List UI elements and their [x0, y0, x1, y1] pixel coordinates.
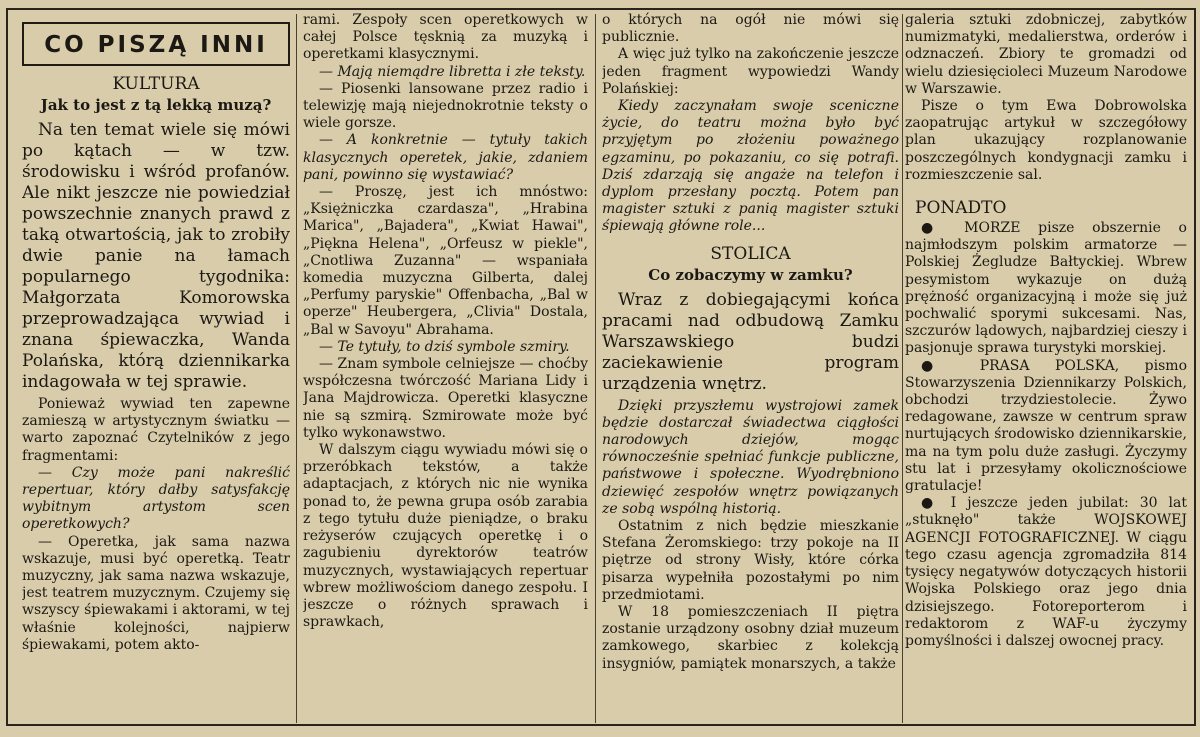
column-2 — [303, 12, 588, 723]
paragraph: Ponieważ wywiad ten zapewne zamieszą w artystycznym światku — warto zapoznać Czytelników z jego fragmentami: — [22, 396, 290, 464]
section-heading: STOLICA — [710, 243, 791, 264]
paragraph: o których na ogół nie mówi się publicznie. — [602, 12, 899, 46]
section-heading: KULTURA — [112, 74, 200, 94]
section-heading: PONADTO — [915, 198, 1007, 219]
paragraph: — Proszę, jest ich mnóstwo: „Księżniczka czardasza", „Hrabina Marica", „Bajadera", „Kwiat Hawai", „Piękna Helena", „Orfeusz w piekle", „Cnotliwa Zuzanna" — wspaniała komedia muzyczna Gilberta, dalej „Perfumy paryskie" Offenbacha, „Bal w operze" Heubergera, „Clivia" Dostala, „Bal w Savoyu" Abrahama. — [303, 184, 588, 338]
interview-question: — Czy może pani nakreślić repertuar, który dałby satysfakcję wybitnym artystom scen operetkowych? — [22, 464, 290, 533]
interview-question: — A konkretnie — tytuły takich klasycznych operetek, jakie, zdaniem pani, powinno się wystawiać? — [303, 132, 588, 183]
paragraph: A więc już tylko na zakończenie jeszcze jeden fragment wypowiedzi Wandy Polańskiej: — [602, 46, 899, 97]
masthead-box — [22, 22, 290, 66]
column-4 — [905, 12, 1187, 723]
paragraph: rami. Zespoły scen operetkowych w całej Polsce tęsknią za muzyką i operetkami klasycznymi. — [303, 12, 588, 63]
news-item: ● I jeszcze jeden jubilat: 30 lat „stuknęło" także WOJSKOWEJ AGENCJI FOTOGRAFICZNEJ. W ciągu tego czasu agencja zgromadziła 814 tysięcy negatywów dotyczących historii Wojska Polskiego oraz jego dnia dzisiejszego. Fotoreporterom i redaktorom z WAF-u życzymy pomyślności i dalszej owocnej pracy. — [905, 495, 1187, 649]
paragraph: W dalszym ciągu wywiadu mówi się o przeróbkach tekstów, a także adaptacjach, z których nic nie wynika ponad to, że pewna grupa osób zarabia z tego tytułu duże pieniądze, o braku reżyserów czujących operetkę i o zagubieniu dyrektorów teatrów muzycznych, wystawiających repertuar wbrew możliwościom danego zespołu. I jeszcze o różnych sprawach i sprawkach, — [303, 442, 588, 631]
paragraph: galeria sztuki zdobniczej, zabytków numizmatyki, medalierstwa, orderów i odznaczeń. Zbiory te gromadzi od wielu dziesięcioleci Muzeum Narodowe w Warszawie. — [905, 12, 1187, 97]
paragraph: Ostatnim z nich będzie mieszkanie Stefana Żeromskiego: trzy pokoje na II piętrze od strony Wisły, które córka pisarza wypełniła pozostałymi po nim przedmiotami. — [602, 518, 899, 603]
paragraph: — Znam symbole celniejsze — choćby współczesna twórczość Mariana Lidy i Jana Majdrowicza. Operetki klasyczne nie są szmirą. Szmirowate może być tylko wykonawstwo. — [303, 356, 588, 441]
quotation: Kiedy zaczynałam swoje sceniczne życie, do teatru można było być przyjętym po złożeniu poważnego egzaminu, po pokazaniu, co się potrafi. Dziś zdarzają się angaże na telefon i dyplom przesłany pocztą. Potem pan magister sztuki z panią magister sztuki śpiewają główne role... — [602, 98, 899, 235]
column-rule — [902, 14, 903, 723]
news-item: ● MORZE pisze obszernie o najmłodszym polskim armatorze — Polskiej Żegludze Bałtyckiej. Wbrew pesymistom wykazuje on dużą prężność organizacyjną i może się już pochwalić sporymi sukcesami. Nas, szczurów lądowych, najbardziej cieszy i pasjonuje sprawa turystyki morskiej. — [905, 220, 1187, 357]
article-headline: Jak to jest z tą lekką muzą? — [40, 96, 272, 114]
column-1 — [22, 12, 290, 723]
paragraph: Pisze o tym Ewa Dobrowolska zaopatrując artykuł w szczegółowy plan ukazujący rozplanowanie poszczególnych kondygnacji zamku i rozmieszczenie sal. — [905, 98, 1187, 183]
paragraph: W 18 pomieszczeniach II piętra zostanie urządzony osobny dział muzeum zamkowego, skarbiec z kolekcją insygniów, pamiątek monarszych, a także — [602, 604, 899, 672]
column-rule — [296, 14, 297, 723]
masthead-title: CO PISZĄ INNI — [44, 32, 268, 58]
column-rule — [595, 14, 596, 723]
interview-question: — Mają niemądre libretta i złe teksty. — [319, 63, 586, 80]
interview-question: — Te tytuły, to dziś symbole szmiry. — [319, 338, 570, 355]
article-headline: Co zobaczymy w zamku? — [648, 265, 853, 284]
column-3 — [602, 12, 899, 723]
lead-paragraph: Wraz z dobiegającymi końca pracami nad odbudową Zamku Warszawskiego budzi zaciekawienie program urządzenia wnętrz. — [602, 289, 899, 394]
paragraph: — Operetka, jak sama nazwa wskazuje, musi być operetką. Teatr muzyczny, jak sama nazwa wskazuje, jest teatrem muzycznym. Czujemy się wszyscy śpiewakami i aktorami, w tej właśnie kolejności, najpierw śpiewakami, potem akto- — [22, 533, 290, 653]
quotation: Dzięki przyszłemu wystrojowi zamek będzie dostarczał świadectwa ciągłości narodowych dziejów, mogąc równocześnie spełniać funkcje publiczne, państwowe i społeczne. Wyodrębniono dziewięć zespołów wnętrz powiązanych ze sobą wspólną historią. — [602, 397, 899, 517]
paragraph: — Piosenki lansowane przez radio i telewizję mają niejednokrotnie teksty o wiele gorsze. — [303, 80, 588, 132]
lead-paragraph: Na ten temat wiele się mówi po kątach — w tzw. środowisku i wśród profanów. Ale nikt jeszcze nie powiedział powszechnie znanych prawd z taką otwartością, jak to zrobiły dwie panie na łamach popularnego tygodnika: Małgorzata Komorowska przeprowadzająca wywiad i znana śpiewaczka, Wanda Polańska, którą dziennikarka indagowała w tej sprawie. — [22, 120, 290, 392]
news-item: ● PRASA POLSKA, pismo Stowarzyszenia Dziennikarzy Polskich, obchodzi trzydziestolecie. Żywo redagowane, zawsze w centrum spraw nurtujących środowisko dziennikarskie, ma na tym polu duże zasługi. Życzymy stu lat i przesyłamy okolicznościowe gratulacje! — [905, 357, 1187, 495]
